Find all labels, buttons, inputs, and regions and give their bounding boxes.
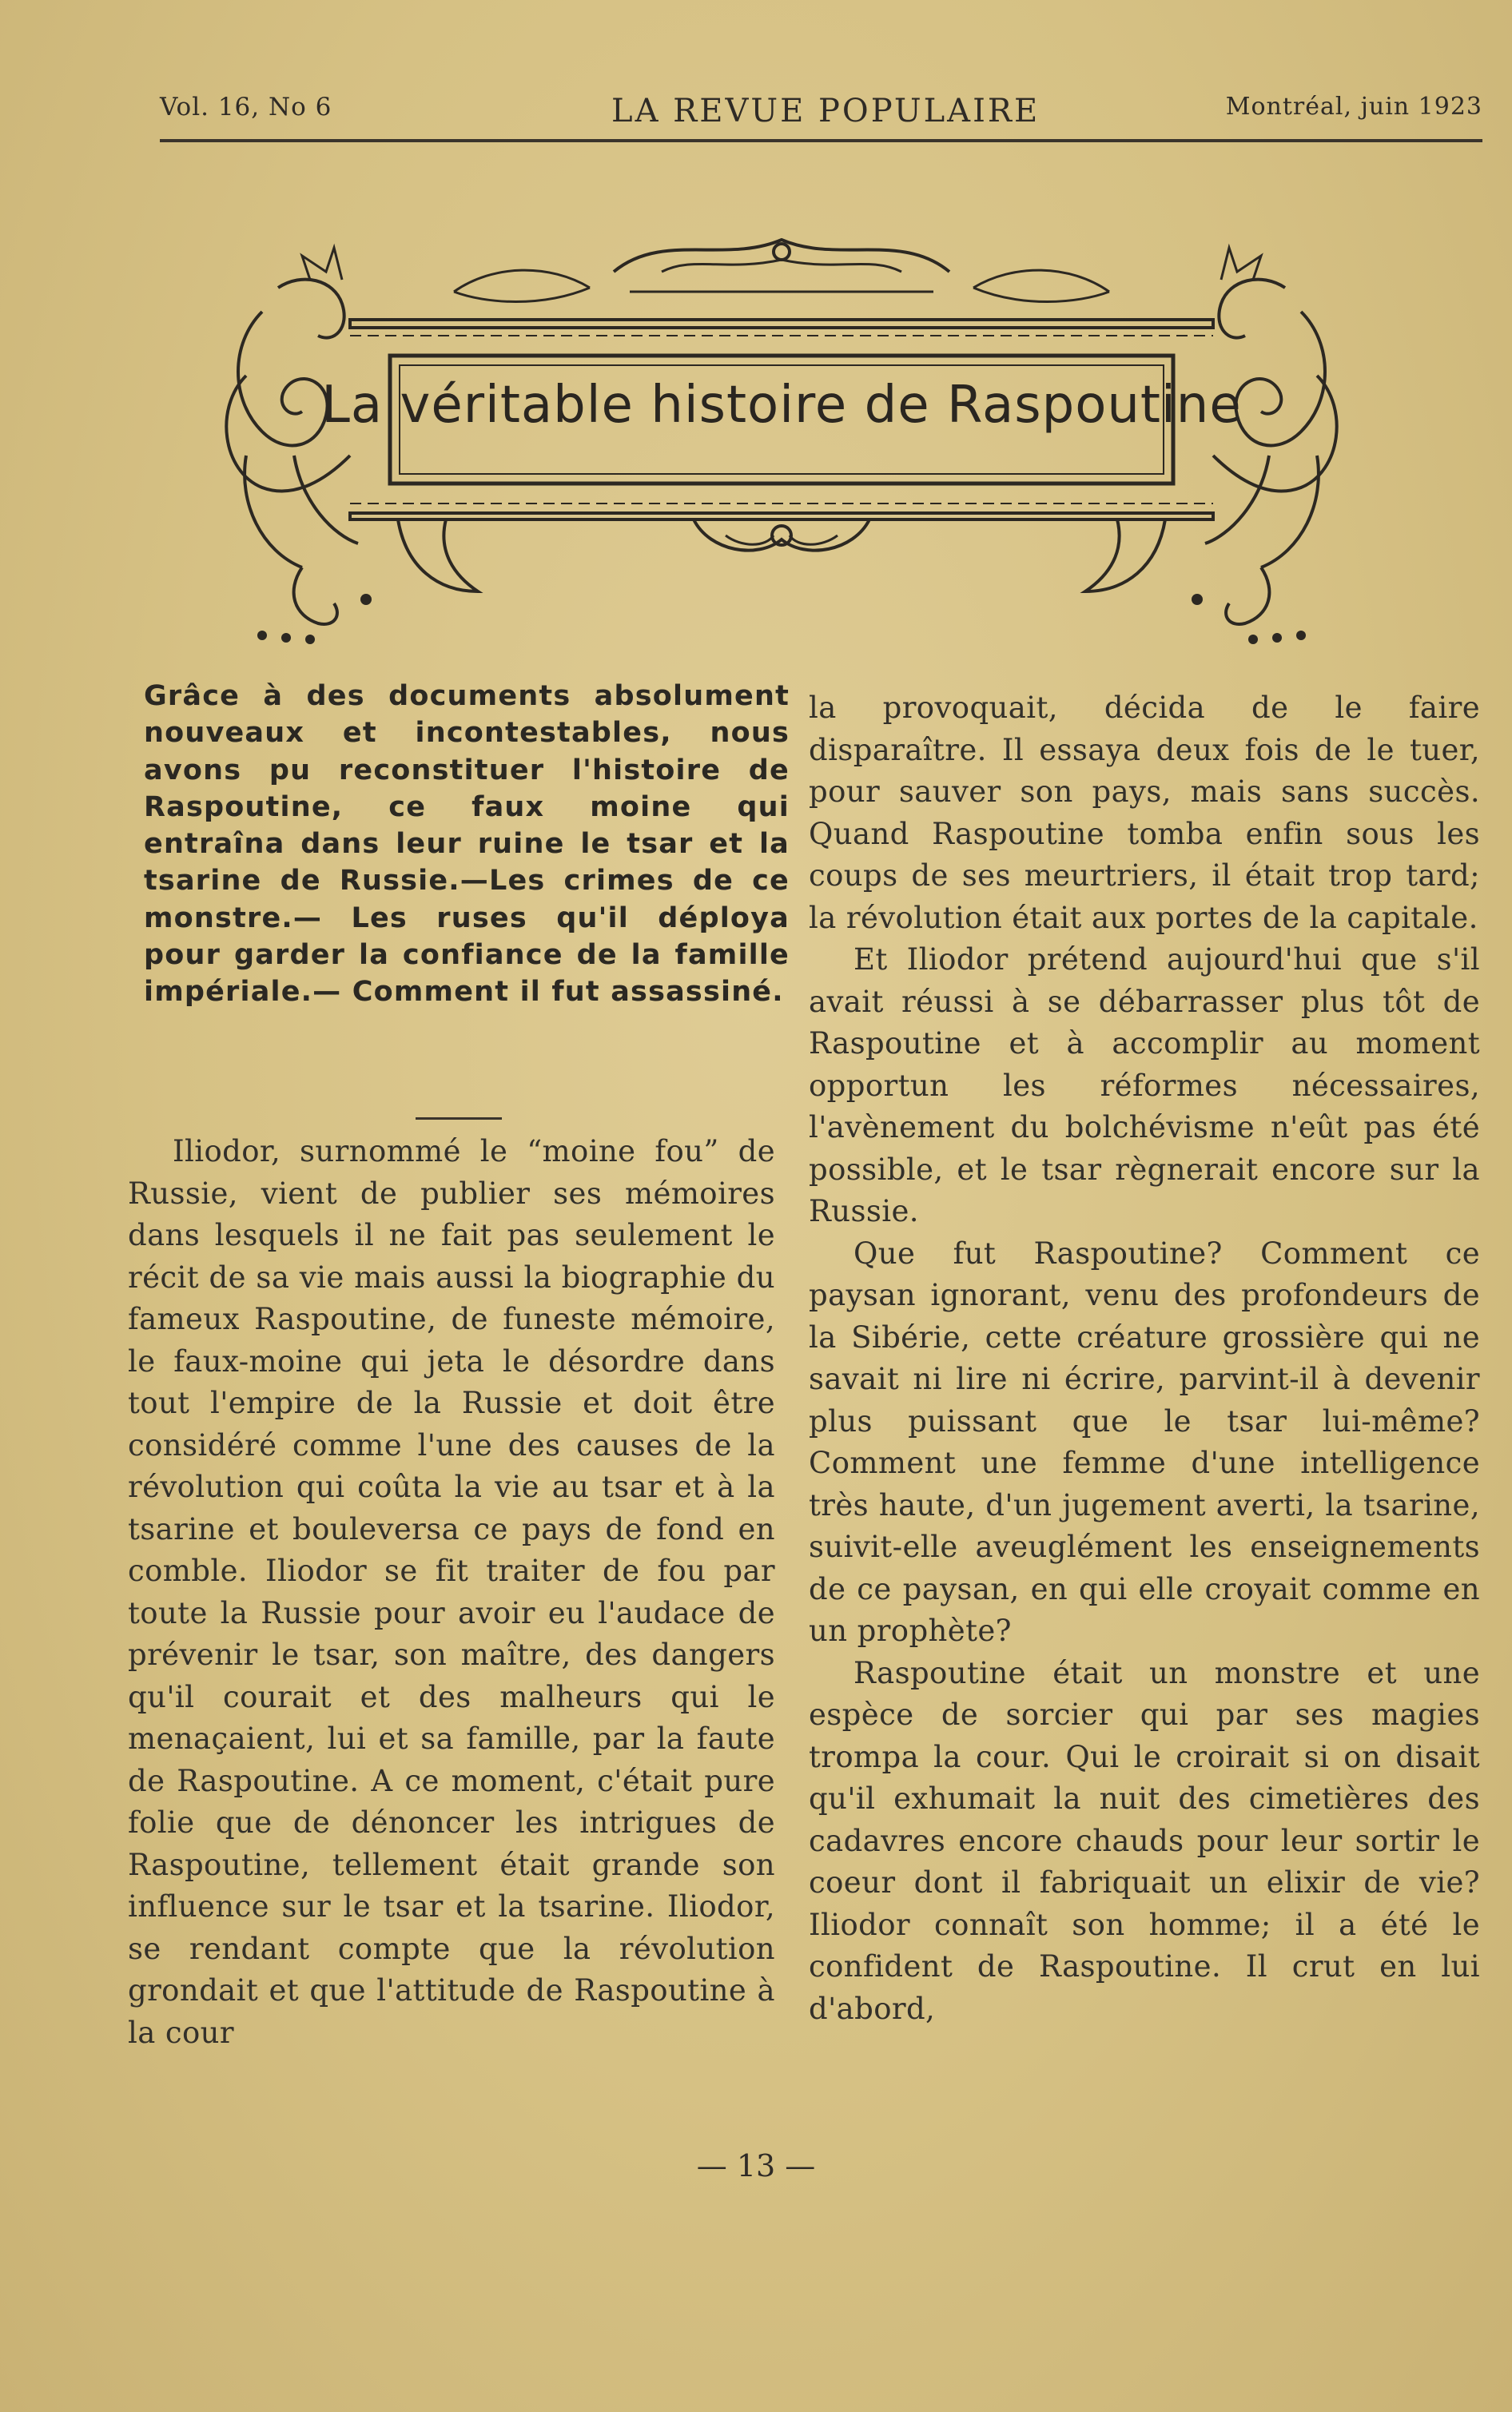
title-cartouche: [214, 216, 1349, 647]
text-column-right: [809, 687, 1480, 2030]
page-number: — 13 —: [696, 2148, 816, 2183]
issue-date: Montréal, juin 1923: [1225, 93, 1482, 121]
text-column-left: [128, 1131, 775, 2054]
volume-number: Vol. 16, No 6: [160, 93, 332, 121]
running-header: [160, 90, 1482, 142]
paragraph: Raspoutine était un monstre et une espèce de sorcier qui par ses magies trompa la cour. Qui le croirait si on disait qu'il exhumait la nuit des cimetières des cadavres encore chauds pour leur sortir le coeur dont il fabriquait un elixir de vie? Iliodor connaît son homme; il a été le confident de Raspoutine. Il crut en lui d'abord,: [809, 1655, 1480, 2026]
paragraph: Que fut Raspoutine? Comment ce paysan ignorant, venu des profondeurs de la Sibérie, cette créature grossière qui ne savait ni lire ni écrire, parvint-il à devenir plus puissant que le tsar lui-même? Comment une femme d'une intelligence très haute, d'un jugement averti, la tsarine, suivit-elle aveuglément les enseignements de ce paysan, en qui elle croyait comme en un prophète?: [809, 1236, 1480, 1648]
paragraph: la provoquait, décida de le faire disparaître. Il essaya deux fois de le tuer, pour sauver son pays, mais sans succès. Quand Raspoutine tomba enfin sous les coups de ses meurtriers, il était trop tard; la révolution était aux portes de la capitale.: [809, 691, 1480, 935]
paragraph: Iliodor, surnommé le “moine fou” de Russie, vient de publier ses mémoires dans lesquels il ne fait pas seulement le récit de sa vie mais aussi la biographie du fameux Raspoutine, de funeste mémoire, le faux-moine qui jeta le désordre dans tout l'empire de la Russie et doit être considéré comme l'une des causes de la révolution qui coûta la vie au tsar et à la tsarine et bouleversa ce pays de fond en comble. Iliodor se fit traiter de fou par toute la Russie pour avoir eu l'audace de prévenir le tsar, son maître, des dangers qu'il courait et des malheurs qui le menaçaient, lui et sa famille, par la faute de Raspoutine. A ce moment, c'était pure folie que de dénoncer les intrigues de Raspoutine, tellement était grande son influence sur le tsar et la tsarine. Iliodor, se rendant compte que la révolution grondait et que l'attitude de Raspoutine à la cour: [128, 1134, 775, 2050]
magazine-title: LA REVUE POPULAIRE: [611, 93, 1040, 129]
article-lead: Grâce à des documents absolument nouveaux et incontestables, nous avons pu reconstituer l'histoire de Raspoutine, ce faux moine qui entraîna dans leur ruine le tsar et la tsarine de Russie.—Les crimes de ce monstre.— Les ruses qu'il déploya pour garder la confiance de la famille impériale.— Comment il fut assassiné.: [144, 680, 790, 1009]
article-title: La véritable histoire de Raspoutine: [321, 376, 1242, 435]
paragraph: Et Iliodor prétend aujourd'hui que s'il avait réussi à se débarrasser plus tôt de Raspoutine et à accomplir au moment opportun les réformes nécessaires, l'avènement du bolchévisme n'eût pas été possible, et le tsar règnerait encore sur la Russie.: [809, 942, 1480, 1228]
divider: [416, 1117, 502, 1120]
